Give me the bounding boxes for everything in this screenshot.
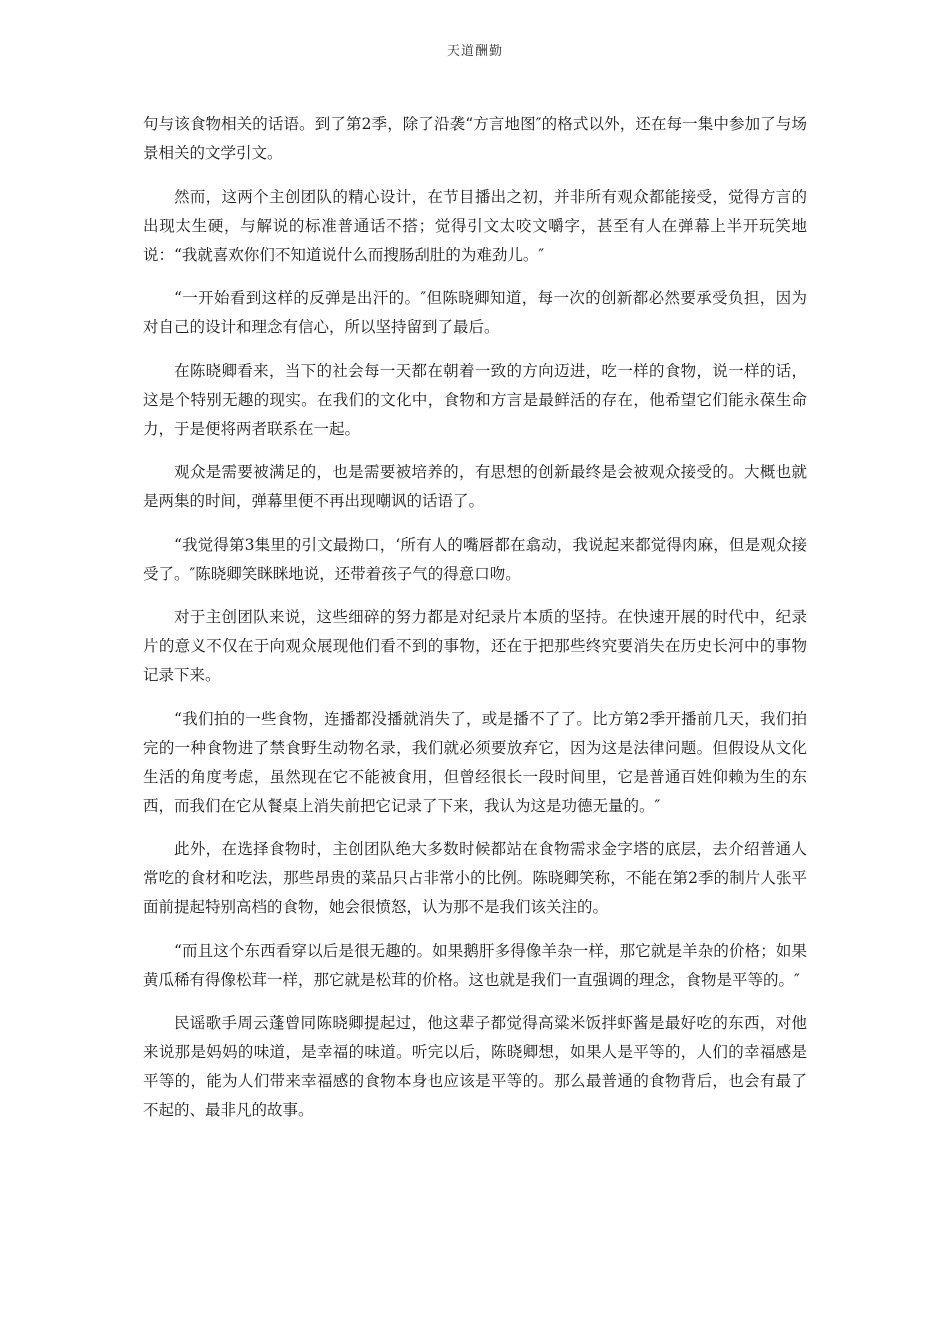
running-header: 天道酬勤 (446, 44, 503, 59)
paragraph: “而且这个东西看穿以后是很无趣的。如果鹅肝多得像羊杂一样，那它就是羊杂的价格；如果黄瓜稀有得像松茸一样，那它就是松茸的价格。这也就是我们一直强调的理念，食物是平等的。″ (143, 941, 807, 989)
article-body (143, 110, 807, 1140)
paragraph: 观众是需要被满足的，也是需要被培养的，有思想的创新最终是会被观众接受的。大概也就是两集的时间，弹幕里便不再出现嘲讽的话语了。 (143, 463, 807, 510)
paragraph-continuation: 句与该食物相关的话语。到了第2季，除了沿袭“方言地图″的格式以外，还在每一集中参加了与场景相关的文学引文。 (143, 115, 807, 162)
paragraph: “一开始看到这样的反弹是出汗的。″但陈晓卿知道，每一次的创新都必然要承受负担，因为对自己的设计和理念有信心，所以坚持留到了最后。 (143, 289, 807, 336)
paragraph: “我觉得第3集里的引文最拗口，‘所有人的嘴唇都在翕动，我说起来都觉得肉麻，但是观众接受了。″陈晓卿笑眯眯地说，还带着孩子气的得意口吻。 (143, 535, 807, 583)
paragraph: 对于主创团队来说，这些细碎的努力都是对纪录片本质的坚持。在快速开展的时代中，纪录片的意义不仅在于向观众展现他们看不到的事物，还在于把那些终究要消失在历史长河中的事物记录下来。 (143, 608, 807, 684)
paragraph: 在陈晓卿看来，当下的社会每一天都在朝着一致的方向迈进，吃一样的食物，说一样的话，这是个特别无趣的现实。在我们的文化中，食物和方言是最鲜活的存在，他希望它们能永葆生命力，于是便将两者联系在一起。 (143, 361, 807, 438)
paragraph: 此外，在选择食物时，主创团队绝大多数时候都站在食物需求金字塔的底层，去介绍普通人常吃的食材和吃法，那些昂贵的菜品只占非常小的比例。陈晓卿笑称，不能在第2季的制片人张平面前提起特别高档的食物，她会很愤怒，认为那不是我们该关注的。 (143, 840, 807, 916)
paragraph: “我们拍的一些食物，连播都没播就消失了，或是播不了了。比方第2季开播前几天，我们拍完的一种食物进了禁食野生动物名录，我们就必须要放弃它，因为这是法律问题。但假设从文化生活的角度考虑，虽然现在它不能被食用，但曾经很长一段时间里，它是普通百姓仰赖为生的东西，而我们在它从餐桌上消失前把它记录了下来，我认为这是功德无量的。″ (143, 709, 807, 815)
paragraph: 然而，这两个主创团队的精心设计，在节目播出之初，并非所有观众都能接受，觉得方言的出现太生硬，与解说的标准普通话不搭；觉得引文太咬文嚼字，甚至有人在弹幕上半开玩笑地说：“我就喜欢你们不知道说什么而搜肠刮肚的为难劲儿。″ (143, 187, 807, 264)
paragraph: 民谣歌手周云蓬曾同陈晓卿提起过，他这辈子都觉得高粱米饭拌虾酱是最好吃的东西，对他来说那是妈妈的味道，是幸福的味道。听完以后，陈晓卿想，如果人是平等的，人们的幸福感是平等的，能为人们带来幸福感的食物本身也应该是平等的。那么最普通的食物背后，也会有最了不起的、最非凡的故事。 (143, 1014, 807, 1119)
